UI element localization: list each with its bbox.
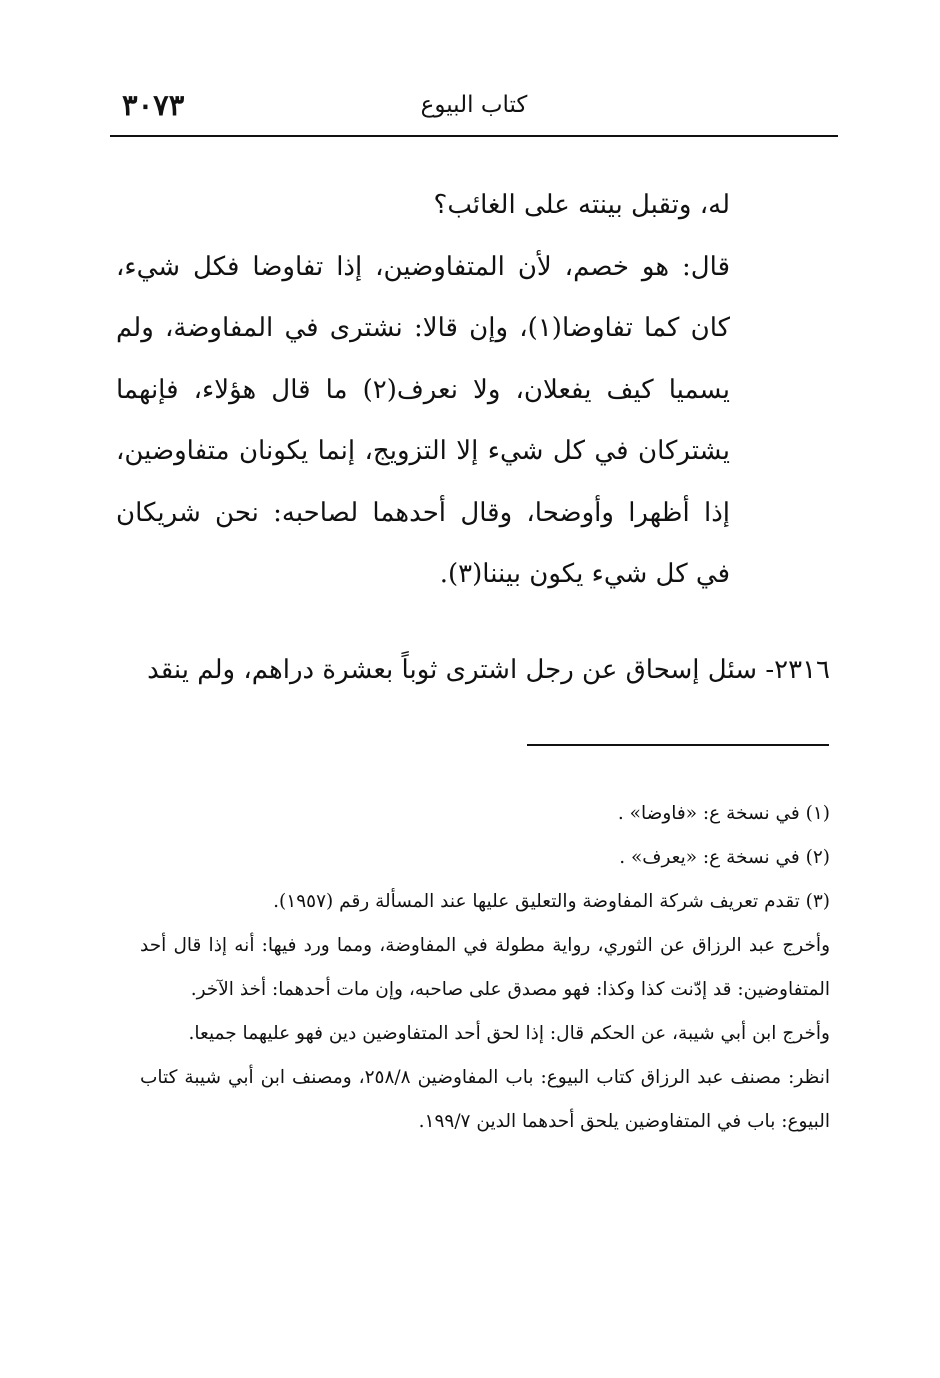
header-rule [110,135,838,137]
footnote-3-continuation: انظر: مصنف عبد الرزاق كتاب البيوع: باب المفاوضين ٢٥٨/٨، ومصنف ابن أبي شيبة كتاب البيوع: باب في المتفاوضين يلحق أحدهما الدين ١٩٩/٧. [140,1067,830,1132]
footnote-1: (١) في نسخة ع: «فاوضا» . [617,803,830,824]
entry-start: ٢٣١٦- سئل إسحاق عن رجل اشترى ثوباً بعشرة دراهم، ولم ينقد [147,655,830,685]
footnotes [140,792,830,1144]
paragraph: له، وتقبل بينته على الغائب؟ [433,190,730,220]
footnote-3: (٣) تقدم تعريف شركة المفاوضة والتعليق عليها عند المسألة رقم (١٩٥٧). [273,891,830,912]
paragraph: قال: هو خصم، لأن المتفاوضين، إذا تفاوضا فكل شيء، كان كما تفاوضا(١)، وإن قالا: نشترى في المفاوضة، ولم يسميا كيف يفعلان، ولا نعرف(٢) ما قال هؤلاء، فإنهما يشتركان في كل شيء إلا التزويج، إنما يكونان متفاوضين، إذا أظهرا وأوضحا، وقال أحدهما لصاحبه: نحن شريكان في كل شيء يكون بيننا(٣). [116,251,730,589]
main-text [116,175,730,606]
footnote-3-continuation: وأخرج ابن أبي شيبة، عن الحكم قال: إذا لحق أحد المتفاوضين دين فهو عليهما جميعا. [188,1023,830,1044]
footnote-separator [527,744,829,746]
footnote-2: (٢) في نسخة ع: «يعرف» . [619,847,830,868]
running-title: كتاب البيوع [420,92,528,118]
page-header [110,88,838,134]
footnote-3-continuation: وأخرج عبد الرزاق عن الثوري، رواية مطولة في المفاوضة، ومما ورد فيها: أنه إذا قال أحد المتفاوضين: قد إدّنت كذا وكذا: فهو مصدق على صاحبه، وإن مات أحدهما: أخذ الآخر. [140,935,830,1000]
page-number: ٣٠٧٣ [122,88,185,122]
